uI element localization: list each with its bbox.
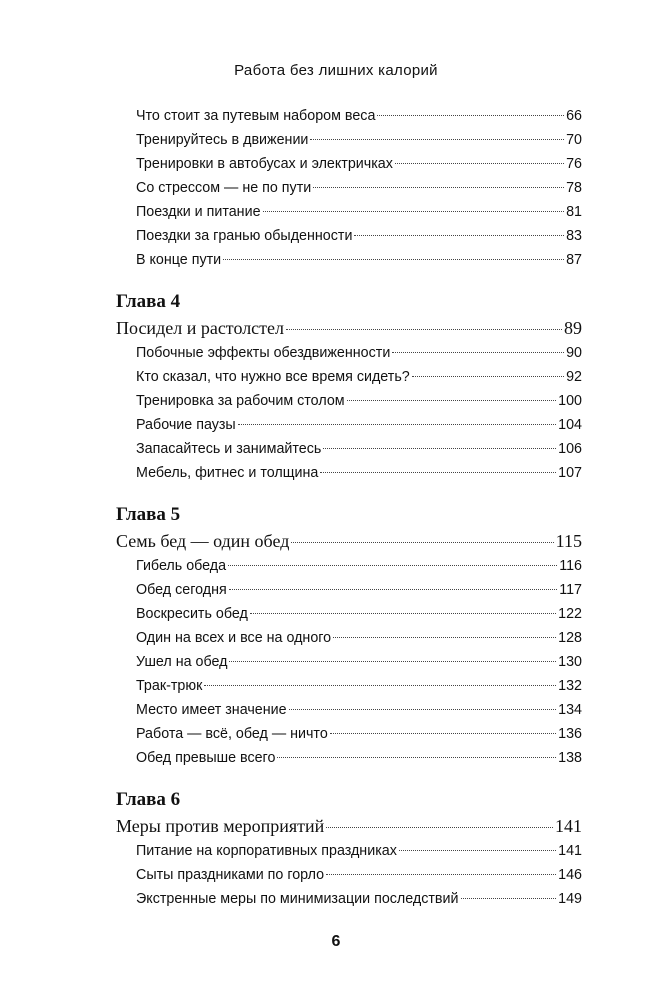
toc-entry-title: Семь бед — один обед (116, 531, 290, 551)
toc-entry (116, 602, 582, 626)
toc-entry (116, 200, 582, 224)
toc-entry-page: 141 (555, 816, 582, 836)
toc-entry-page: 115 (555, 531, 582, 551)
dot-leader (291, 542, 553, 543)
toc-entry (116, 248, 582, 272)
toc-entry (116, 104, 582, 128)
dot-leader (313, 187, 564, 188)
dot-leader (354, 235, 564, 236)
toc-entry-title: Со стрессом — не по пути (136, 180, 312, 196)
dot-leader (228, 565, 557, 566)
toc-entry (116, 224, 582, 248)
dot-leader (229, 661, 556, 662)
toc-entry-page: 134 (558, 702, 582, 718)
toc-entry-page: 100 (558, 393, 582, 409)
toc-entry-page: 104 (558, 417, 582, 433)
toc-entry-page: 138 (558, 750, 582, 766)
dot-leader (392, 352, 564, 353)
dot-leader (286, 329, 562, 330)
toc-entry (116, 746, 582, 770)
toc-entry (116, 176, 582, 200)
toc-entry (116, 437, 582, 461)
toc-entry-title: Тренировки в автобусах и электричках (136, 156, 393, 172)
toc-entry-title: Рабочие паузы (136, 417, 236, 433)
dot-leader (289, 709, 557, 710)
toc-entry-page: 141 (558, 843, 582, 859)
toc-entry-page: 87 (566, 252, 582, 268)
toc-entry-title: Поездки за гранью обыденности (136, 228, 353, 244)
toc-entry-title: Что стоит за путевым набором веса (136, 108, 376, 124)
dot-leader (229, 589, 557, 590)
running-title: Работа без лишних калорий (234, 62, 438, 79)
chapter-heading: Глава 5 (116, 504, 181, 525)
toc-entry-title: Ушел на обед (136, 654, 228, 670)
dot-leader (323, 448, 556, 449)
toc-entry (116, 578, 582, 602)
toc-entry-page: 78 (566, 180, 582, 196)
toc-entry-title: Место имеет значение (136, 702, 287, 718)
toc-entry (116, 128, 582, 152)
toc-entry-title: Кто сказал, что нужно все время сидеть? (136, 369, 410, 385)
toc-entry-title: Мебель, фитнес и толщина (136, 465, 319, 481)
toc-entry-page: 90 (566, 345, 582, 361)
toc-entry-title: Обед сегодня (136, 582, 227, 598)
dot-leader (238, 424, 556, 425)
toc-entry (116, 887, 582, 911)
toc-entry (116, 152, 582, 176)
toc-entry-title: Трак-трюк (136, 678, 203, 694)
toc-entry-page: 136 (558, 726, 582, 742)
toc-entry-page: 92 (566, 369, 582, 385)
toc-chapter-6 (116, 787, 582, 911)
toc-entry (116, 650, 582, 674)
toc-entry (116, 698, 582, 722)
dot-leader (333, 637, 556, 638)
toc-entry-title: Запасайтесь и занимайтесь (136, 441, 322, 457)
toc-entry (116, 863, 582, 887)
dot-leader (320, 472, 556, 473)
toc-chapter-title (116, 813, 582, 839)
chapter-heading: Глава 6 (116, 789, 181, 810)
toc-entry (116, 674, 582, 698)
toc-entry-title: Меры против мероприятий (116, 816, 325, 836)
dot-leader (412, 376, 564, 377)
dot-leader (263, 211, 565, 212)
toc-entry-page: 66 (566, 108, 582, 124)
toc-entry (116, 626, 582, 650)
dot-leader (326, 827, 553, 828)
toc-chapter-title (116, 528, 582, 554)
toc-entry (116, 341, 582, 365)
toc-entry-page: 107 (558, 465, 582, 481)
toc-entry-page: 117 (559, 582, 582, 598)
toc-entry (116, 839, 582, 863)
toc-entry-page: 128 (558, 630, 582, 646)
toc-chapter-5 (116, 502, 582, 770)
toc-continued-section (116, 104, 582, 272)
chapter-heading: Глава 4 (116, 291, 181, 312)
dot-leader (326, 874, 556, 875)
toc-entry-title: В конце пути (136, 252, 222, 268)
dot-leader (461, 898, 557, 899)
toc-entry-title: Питание на корпоративных праздниках (136, 843, 397, 859)
dot-leader (347, 400, 557, 401)
dot-leader (310, 139, 564, 140)
dot-leader (399, 850, 556, 851)
dot-leader (250, 613, 556, 614)
toc-entry (116, 461, 582, 485)
toc-entry-page: 132 (558, 678, 582, 694)
toc-entry-title: Побочные эффекты обездвиженности (136, 345, 391, 361)
dot-leader (330, 733, 556, 734)
toc-entry-title: Один на всех и все на одного (136, 630, 332, 646)
toc-entry-title: Работа — всё, обед — ничто (136, 726, 328, 742)
page-number: 6 (331, 933, 341, 950)
toc-entry (116, 365, 582, 389)
dot-leader (204, 685, 556, 686)
toc-entry-title: Тренируйтесь в движении (136, 132, 309, 148)
dot-leader (395, 163, 564, 164)
toc-entry-title: Поездки и питание (136, 204, 261, 220)
toc-entry-page: 83 (566, 228, 582, 244)
toc-entry-page: 122 (558, 606, 582, 622)
toc-entry-page: 149 (558, 891, 582, 907)
toc-entry-title: Сыты праздниками по горло (136, 867, 325, 883)
toc-entry-page: 106 (558, 441, 582, 457)
toc-entry (116, 413, 582, 437)
toc-chapter-4 (116, 289, 582, 485)
toc-entry-title: Тренировка за рабочим столом (136, 393, 345, 409)
toc-entry (116, 722, 582, 746)
toc-entry-page: 81 (566, 204, 582, 220)
toc-entry-title: Посидел и растолстел (116, 318, 285, 338)
toc-entry (116, 389, 582, 413)
toc-entry-title: Гибель обеда (136, 558, 227, 574)
dot-leader (223, 259, 564, 260)
toc-entry-page: 76 (566, 156, 582, 172)
toc-entry-page: 146 (558, 867, 582, 883)
toc-chapter-title (116, 315, 582, 341)
toc-entry-title: Экстренные меры по минимизации последствий (136, 891, 459, 907)
table-of-contents (116, 104, 582, 911)
toc-entry-page: 70 (566, 132, 582, 148)
toc-entry (116, 554, 582, 578)
toc-entry-page: 130 (558, 654, 582, 670)
toc-entry-page: 116 (559, 558, 582, 574)
dot-leader (277, 757, 556, 758)
toc-entry-title: Обед превыше всего (136, 750, 276, 766)
dot-leader (377, 115, 564, 116)
toc-entry-page: 89 (564, 318, 582, 338)
toc-entry-title: Воскресить обед (136, 606, 248, 622)
